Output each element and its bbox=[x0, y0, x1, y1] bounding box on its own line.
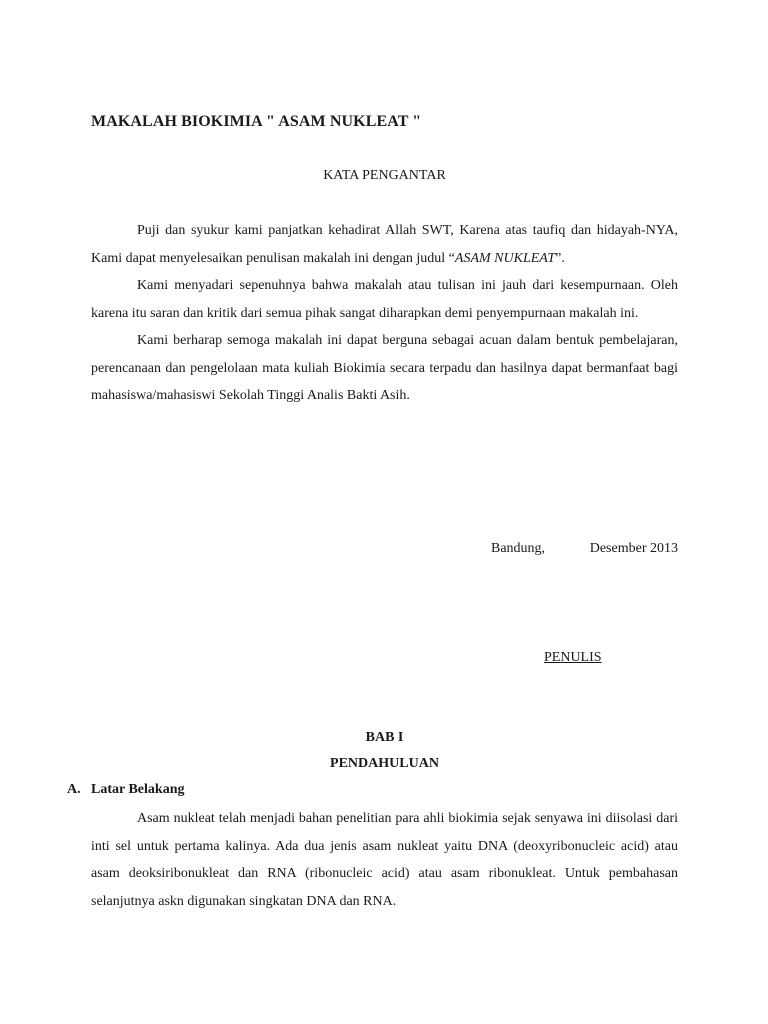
chapter-label: BAB I bbox=[365, 730, 404, 745]
foreword-paragraph-1-end: ”. bbox=[555, 250, 565, 266]
place-date-line bbox=[491, 541, 678, 557]
subsection-marker: A. bbox=[67, 782, 81, 797]
date: Desember 2013 bbox=[589, 541, 678, 556]
chapter-title: PENDAHULUAN bbox=[330, 756, 439, 771]
document-title: MAKALAH BIOKIMIA " ASAM NUKLEAT " bbox=[91, 113, 422, 130]
foreword-paragraph-2: Kami menyadari sepenuhnya bahwa makalah atau tulisan ini jauh dari kesempurnaan. Oleh karena itu saran dan kritik dari semua pihak sangat diharapkan demi penyempurnaan makalah ini. bbox=[91, 278, 678, 321]
foreword-paragraph-1-text: Puji dan syukur kami panjatkan kehadirat Allah SWT, Karena atas taufiq dan hidayah-NYA, Kami dapat menyelesaikan penulisan makalah ini dengan judul “ bbox=[91, 223, 678, 266]
place: Bandung, bbox=[491, 541, 546, 556]
subsection-title: Latar Belakang bbox=[91, 782, 185, 797]
foreword-paragraph-1 bbox=[91, 217, 678, 272]
foreword-paragraph-3: Kami berharap semoga makalah ini dapat berguna sebagai acuan dalam bentuk pembelajaran, perencanaan dan pengelolaan mata kuliah Biokimia secara terpadu dan hasilnya dapat bermanfaat bagi mahasiswa/mahasiswi Sekolah Tinggi Analis Bakti Asih. bbox=[91, 333, 678, 403]
background-paragraph: Asam nukleat telah menjadi bahan penelitian para ahli biokimia sejak senyawa ini diisolasi dari inti sel untuk pertama kalinya. Ada dua jenis asam nukleat yaitu DNA (deoxyribonucleic acid) atau asam deoksiribonukleat dan RNA (ribonucleic acid) atau asam ribonukleat. Untuk pembahasan selanjutnya askn digunakan singkatan DNA dan RNA. bbox=[91, 811, 678, 909]
subsection-heading bbox=[67, 782, 184, 798]
signer: PENULIS bbox=[544, 650, 602, 665]
title-emphasis: ASAM NUKLEAT bbox=[454, 250, 556, 266]
foreword-heading: KATA PENGANTAR bbox=[323, 168, 446, 183]
foreword-body bbox=[91, 217, 678, 410]
background-body bbox=[91, 805, 678, 915]
